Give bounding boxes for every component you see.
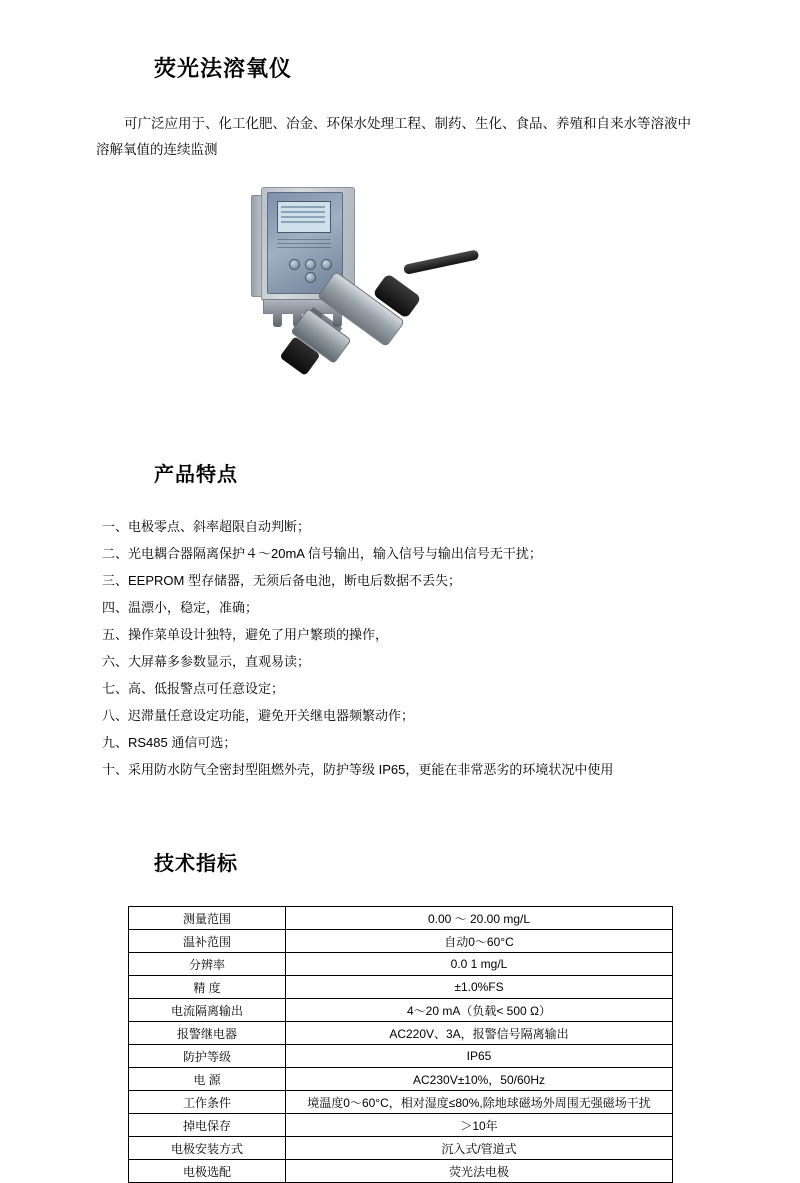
spec-label: 掉电保存 [129,1114,286,1137]
table-row [129,1137,673,1160]
list-item: 四、温漂小，稳定，准确； [102,600,259,615]
features-heading: 产品特点 [154,464,238,486]
spec-value: 境温度0～60°C，相对湿度≤80%,除地球磁场外周围无强磁场干扰 [286,1091,673,1114]
spec-label: 工作条件 [129,1091,286,1114]
spec-label: 精 度 [129,976,286,999]
spec-value: AC220V、3A，报警信号隔离输出 [286,1022,673,1045]
spec-label: 测量范围 [129,907,286,930]
table-row [129,1114,673,1137]
table-row [129,999,673,1022]
list-item: 二、光电耦合器隔离保护４～20mA 信号输出，输入信号与输出信号无干扰； [102,546,542,561]
specs-heading: 技术指标 [154,853,238,875]
table-row [129,907,673,930]
table-row [129,976,673,999]
controller-brand-label [277,239,331,251]
spec-value: ＞10年 [286,1114,673,1137]
table-row [129,1022,673,1045]
table-row [129,1045,673,1068]
spec-label: 电 源 [129,1068,286,1091]
list-item: 一、电极零点、斜率超限自动判断； [102,519,311,534]
probe-illustration [292,263,482,393]
list-item: 十、采用防水防气全密封型阻燃外壳，防护等级 IP65，更能在非常恶劣的环境状况中使用 [102,762,614,777]
spec-value: 沉入式/管道式 [286,1137,673,1160]
specs-table [128,906,673,1183]
spec-value: IP65 [286,1045,673,1068]
spec-value: 自动0～60°C [286,930,673,953]
spec-label: 分辨率 [129,953,286,976]
intro-paragraph: 可广泛应用于、化工化肥、冶金、环保水处理工程、制药、生化、食品、养殖和自来水等溶液中溶解氧值的连续监测 [96,116,691,157]
spec-value: 4～20 mA（负载< 500 Ω） [286,999,673,1022]
list-item: 五、操作菜单设计独特，避免了用户繁琐的操作， [102,627,389,642]
table-row [129,930,673,953]
spec-value: ±1.0%FS [286,976,673,999]
table-row [129,953,673,976]
spec-label: 温补范围 [129,930,286,953]
list-item: 六、大屏幕多参数显示，直观易读； [102,654,311,669]
page-title: 荧光法溶氧仪 [154,56,293,81]
specs-section [96,847,704,1183]
table-row [129,1160,673,1183]
product-photo [96,185,704,400]
spec-label: 电极选配 [129,1160,286,1183]
spec-value: 0.0 1 mg/L [286,953,673,976]
spec-value: AC230V±10%，50/60Hz [286,1068,673,1091]
list-item: 八、迟滞量任意设定功能，避免开关继电器频繁动作； [102,708,415,723]
spec-value: 0.00 ～ 20.00 mg/L [286,907,673,930]
display-text-lines [281,206,325,226]
probe-cable [403,249,479,275]
spec-label: 报警继电器 [129,1022,286,1045]
table-row [129,1091,673,1114]
spec-value: 荧光法电极 [286,1160,673,1183]
cable-gland-1 [273,311,282,327]
spec-label: 电流隔离输出 [129,999,286,1022]
spec-label: 电极安装方式 [129,1137,286,1160]
list-item: 七、高、低报警点可任意设定； [102,681,285,696]
list-item: 三、EEPROM 型存储器，无须后备电池，断电后数据不丢失； [102,573,461,588]
list-item: 九、RS485 通信可选； [102,735,237,750]
spec-label: 防护等级 [129,1045,286,1068]
table-row [129,1068,673,1091]
features-list [96,513,704,783]
